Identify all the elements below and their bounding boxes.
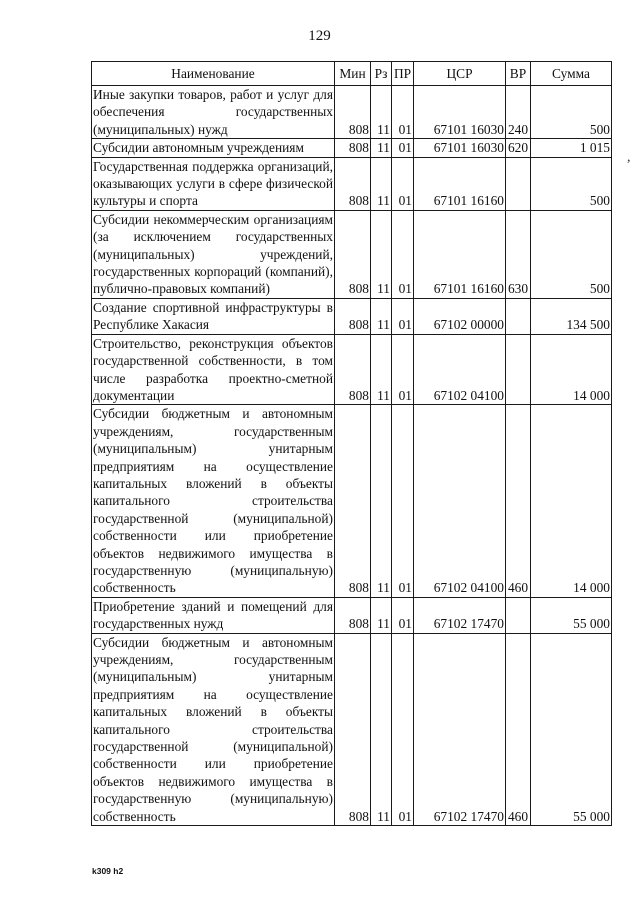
cell-rz: 11 <box>371 633 392 825</box>
cell-vr: 240 <box>506 86 531 139</box>
table-row <box>92 298 612 334</box>
table-header-row <box>92 62 612 86</box>
cell-min: 808 <box>335 334 371 405</box>
table-row <box>92 157 612 210</box>
cell-min: 808 <box>335 405 371 597</box>
cell-sum: 55 000 <box>531 597 612 633</box>
table-row <box>92 405 612 597</box>
cell-sum: 500 <box>531 210 612 298</box>
cell-min: 808 <box>335 157 371 210</box>
cell-pr: 01 <box>392 633 414 825</box>
table-row <box>92 334 612 405</box>
cell-pr: 01 <box>392 298 414 334</box>
cell-sum: 14 000 <box>531 334 612 405</box>
cell-vr <box>506 157 531 210</box>
cell-rz: 11 <box>371 298 392 334</box>
cell-csr: 67102 04100 <box>414 405 506 597</box>
cell-pr: 01 <box>392 139 414 157</box>
cell-min: 808 <box>335 86 371 139</box>
cell-vr: 460 <box>506 633 531 825</box>
cell-pr: 01 <box>392 157 414 210</box>
cell-vr: 620 <box>506 139 531 157</box>
cell-rz: 11 <box>371 139 392 157</box>
header-rz: Рз <box>371 62 392 86</box>
cell-sum: 500 <box>531 157 612 210</box>
cell-min: 808 <box>335 139 371 157</box>
cell-rz: 11 <box>371 210 392 298</box>
budget-table <box>91 61 612 826</box>
header-name: Наименование <box>92 62 335 86</box>
cell-pr: 01 <box>392 597 414 633</box>
cell-min: 808 <box>335 633 371 825</box>
cell-csr: 67101 16160 <box>414 157 506 210</box>
header-pr: ПР <box>392 62 414 86</box>
cell-sum: 1 015 <box>531 139 612 157</box>
header-sum: Сумма <box>531 62 612 86</box>
cell-sum: 500 <box>531 86 612 139</box>
cell-pr: 01 <box>392 334 414 405</box>
cell-csr: 67101 16160 <box>414 210 506 298</box>
cell-sum: 14 000 <box>531 405 612 597</box>
cell-rz: 11 <box>371 597 392 633</box>
cell-vr <box>506 334 531 405</box>
stray-mark: , <box>627 150 631 165</box>
header-csr: ЦСР <box>414 62 506 86</box>
cell-name: Субсидии автономным учреждениям <box>92 139 335 157</box>
cell-name: Субсидии бюджетным и автономным учреждениям, государственным (муниципальным) унитарным предприятиям на осуществление капитальных вложений в объекты капитального строительства государственной (муниципальной) собственности или приобретение объектов недвижимого имущества в государственную (муниципальную) собственность <box>93 634 333 824</box>
page-number: 129 <box>308 28 331 44</box>
cell-rz: 11 <box>371 157 392 210</box>
cell-pr: 01 <box>392 86 414 139</box>
cell-min: 808 <box>335 298 371 334</box>
cell-name: Строительство, реконструкция объектов государственной собственности, в том числе разработка проектно-сметной документации <box>93 335 333 403</box>
footer-code: k309 h2 <box>92 866 124 876</box>
cell-vr <box>506 597 531 633</box>
cell-name: Иные закупки товаров, работ и услуг для обеспечения государственных (муниципальных) нужд <box>93 87 333 137</box>
cell-name: Создание спортивной инфраструктуры в Республике Хакасия <box>93 299 333 333</box>
table-row <box>92 139 612 157</box>
cell-csr: 67102 04100 <box>414 334 506 405</box>
header-vr: ВР <box>506 62 531 86</box>
table-row <box>92 633 612 825</box>
cell-vr <box>506 298 531 334</box>
cell-rz: 11 <box>371 405 392 597</box>
table-row <box>92 210 612 298</box>
table-row <box>92 86 612 139</box>
cell-pr: 01 <box>392 210 414 298</box>
cell-pr: 01 <box>392 405 414 597</box>
cell-name: Субсидии некоммерческим организациям (за исключением государственных (муниципальных) учреждений, государственных корпораций (компаний), публично-правовых компаний) <box>93 211 333 297</box>
cell-name: Государственная поддержка организаций, оказывающих услуги в сфере физической культуры и спорта <box>93 158 333 209</box>
cell-csr: 67102 00000 <box>414 298 506 334</box>
cell-sum: 134 500 <box>531 298 612 334</box>
cell-name: Субсидии бюджетным и автономным учреждениям, государственным (муниципальным) унитарным предприятиям на осуществление капитальных вложений в объекты капитального строительства государственной (муниципальной) собственности или приобретение объектов недвижимого имущества в государственную (муниципальную) собственность <box>93 406 333 596</box>
table-row <box>92 597 612 633</box>
cell-name: Приобретение зданий и помещений для государственных нужд <box>93 598 333 632</box>
cell-min: 808 <box>335 210 371 298</box>
cell-vr: 630 <box>506 210 531 298</box>
cell-vr: 460 <box>506 405 531 597</box>
cell-rz: 11 <box>371 86 392 139</box>
header-min: Мин <box>335 62 371 86</box>
cell-min: 808 <box>335 597 371 633</box>
cell-csr: 67102 17470 <box>414 633 506 825</box>
cell-csr: 67101 16030 <box>414 86 506 139</box>
cell-csr: 67102 17470 <box>414 597 506 633</box>
cell-rz: 11 <box>371 334 392 405</box>
cell-csr: 67101 16030 <box>414 139 506 157</box>
cell-sum: 55 000 <box>531 633 612 825</box>
